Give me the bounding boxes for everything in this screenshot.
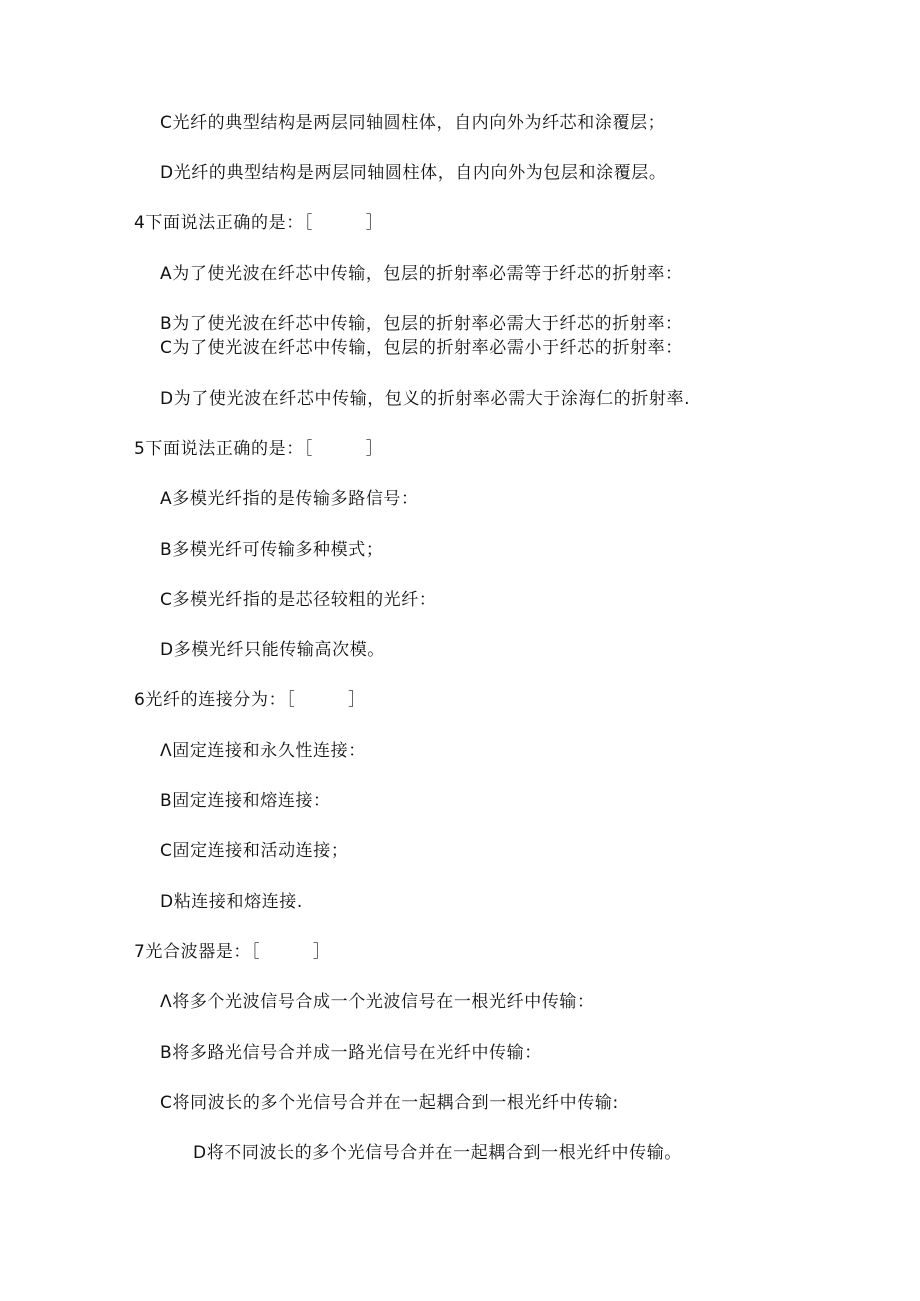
q7-option-a: Λ将多个光波信号合成一个光波信号在一根光纤中传输： xyxy=(160,992,595,1012)
question-5: 5下面说法正确的是：［ ］ xyxy=(134,439,384,459)
q5-option-c: C多模光纤指的是芯径较粗的光纤： xyxy=(160,590,437,610)
q6-option-c: C固定连接和活动连接； xyxy=(160,841,349,861)
q6-option-a: Λ固定连接和永久性连接： xyxy=(160,741,366,761)
q7-option-d: D将不同波长的多个光信号合并在一起耦合到一根光纤中传输。 xyxy=(193,1143,682,1163)
q5-option-a: A多模光纤指的是传输多路信号： xyxy=(160,489,419,509)
q4-option-b: B为了使光波在纤芯中传输，包层的折射率必需大于纤芯的折射率： xyxy=(160,314,683,334)
q5-option-d: D多模光纤只能传输高次模。 xyxy=(160,640,385,660)
q3-option-c: C光纤的典型结构是两层同轴圆柱体，自内向外为纤芯和涂覆层； xyxy=(160,113,666,133)
q7-option-b: B将多路光信号合并成一路光信号在光纤中传输： xyxy=(160,1043,542,1063)
q6-option-b: B固定连接和熔连接： xyxy=(160,791,331,811)
q3-option-d: D光纤的典型结构是两层同轴圆柱体，自内向外为包层和涂覆层。 xyxy=(160,163,667,183)
question-6: 6光纤的连接分为：［ ］ xyxy=(134,690,366,710)
q7-option-c: C将同波长的多个光信号合并在一起耦合到一根光纤中传输: xyxy=(160,1093,619,1113)
q4-option-c: C为了使光波在纤芯中传输，包层的折射率必需小于纤芯的折射率： xyxy=(160,338,683,358)
q6-option-d: D粘连接和熔连接. xyxy=(160,892,303,912)
q4-option-d: D为了使光波在纤芯中传输，包义的折射率必需大于涂海仁的折射率. xyxy=(160,389,691,409)
question-4: 4下面说法正确的是：［ ］ xyxy=(134,213,384,233)
question-7: 7光合波器是：［ ］ xyxy=(134,942,331,962)
q4-option-a: A为了使光波在纤芯中传输，包层的折射率必需等于纤芯的折射率： xyxy=(160,264,683,284)
q5-option-b: B多模光纤可传输多种模式； xyxy=(160,540,384,560)
